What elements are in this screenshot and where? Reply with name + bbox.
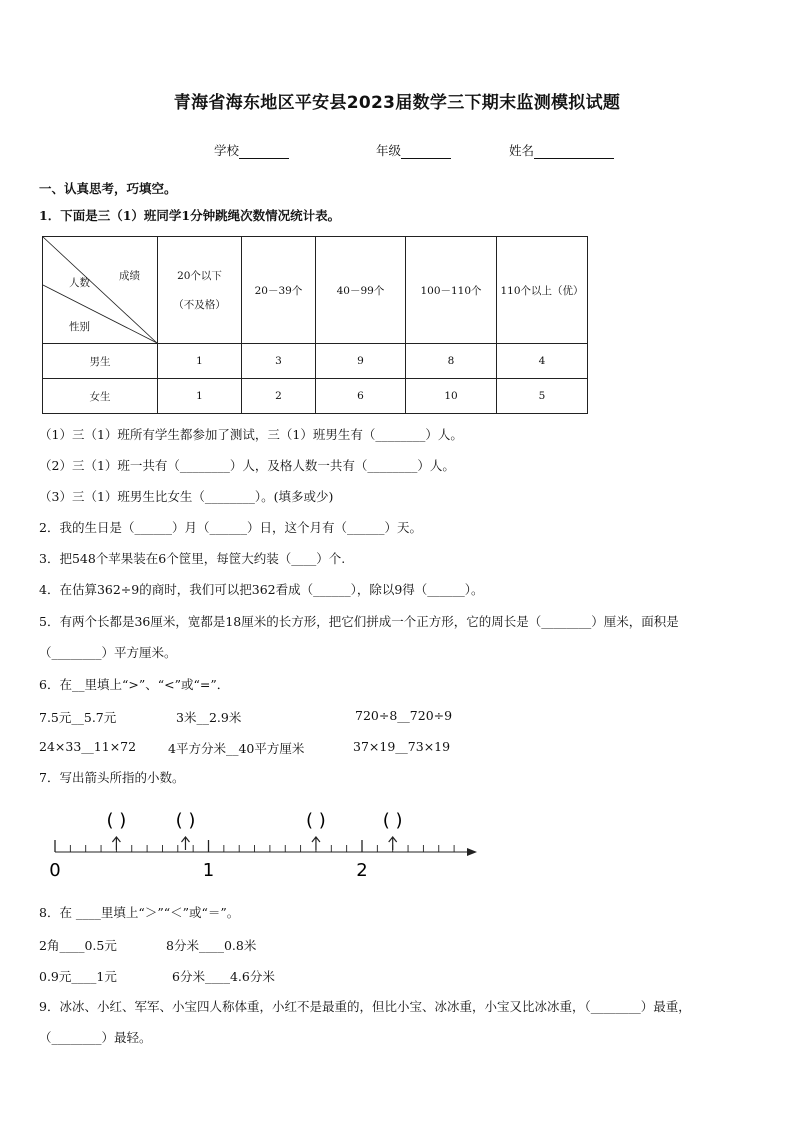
row-label: 女生 (43, 379, 158, 414)
table-row (43, 379, 588, 414)
q8-item: 0.9元____1元 (39, 969, 117, 984)
q8-stem: 8．在 ____里填上“＞”“＜”或“＝”。 (39, 905, 240, 920)
row-label: 男生 (43, 344, 158, 379)
q3-text: 3．把548个苹果装在6个筐里，每筐大约装（____）个. (39, 551, 346, 566)
q6-item: 37×19__73×19 (353, 739, 451, 754)
column-header (406, 237, 497, 344)
number-line-arrows (107, 810, 403, 850)
answer-blank[interactable]: ( ) (382, 810, 403, 831)
column-header-line1: 20－39个 (254, 284, 303, 297)
q8-item: 2角____0.5元 (39, 938, 117, 953)
table-cell: 8 (406, 344, 497, 379)
page-title: 青海省海东地区平安县2023届数学三下期末监测模拟试题 (173, 93, 621, 113)
q8-item: 8分米____0.8米 (166, 938, 257, 953)
pointer-arrow (181, 837, 189, 850)
name-blank[interactable] (534, 145, 614, 159)
pointer-arrow (389, 837, 397, 850)
q6-item: 7.5元__5.7元 (39, 710, 117, 725)
table-cell: 6 (316, 379, 406, 414)
number-line (45, 808, 485, 880)
column-header-line1: 100－110个 (420, 284, 482, 297)
q8-item: 6分米____4.6分米 (172, 969, 275, 984)
table-cell: 1 (158, 344, 242, 379)
number-line-label: 0 (49, 860, 61, 880)
grade-blank[interactable] (401, 145, 451, 159)
table-cell: 5 (497, 379, 588, 414)
column-header-line1: 40－99个 (336, 284, 385, 297)
table-cell: 10 (406, 379, 497, 414)
column-header (242, 237, 316, 344)
column-header (316, 237, 406, 344)
corner-count-label: 人数 (69, 277, 90, 289)
school-field[interactable] (214, 141, 289, 159)
answer-blank[interactable]: ( ) (175, 810, 196, 831)
diagonal-lines (43, 237, 157, 343)
table-row (43, 344, 588, 379)
q6-item: 24×33__11×72 (39, 739, 137, 754)
name-field[interactable] (509, 141, 614, 159)
column-header-line2: （不及格） (173, 299, 226, 311)
q4-text: 4．在估算362÷9的商时，我们可以把362看成（______），除以9得（______）。 (39, 582, 484, 597)
corner-score-label: 成绩 (119, 270, 140, 282)
pointer-arrow (112, 837, 120, 850)
table-cell: 1 (158, 379, 242, 414)
q9-line2: （________）最轻。 (39, 1030, 152, 1045)
number-line-arrowhead (467, 848, 477, 856)
number-line-labels (49, 860, 367, 880)
q1-stem: 1．下面是三（1）班同学1分钟跳绳次数情况统计表。 (39, 208, 341, 223)
q6-item: 720÷8__720÷9 (355, 708, 453, 723)
table-cell: 3 (242, 344, 316, 379)
answer-blank[interactable]: ( ) (306, 810, 326, 831)
q9-line1: 9．冰冰、小红、军军、小宝四人称体重，小红不是最重的，但比小宝、冰冰重，小宝又比冰冰重，（________）最重， (39, 999, 691, 1014)
q6-item: 3米__2.9米 (176, 710, 242, 725)
number-line-ticks (55, 840, 454, 852)
q1-sub2: （2）三（1）班一共有（________）人，及格人数一共有（________）人。 (39, 458, 455, 473)
column-header-line1: 110个以上（优） (500, 284, 584, 297)
table-cell: 9 (316, 344, 406, 379)
q6-item: 4平方分米__40平方厘米 (168, 741, 305, 756)
grade-field[interactable] (376, 141, 451, 159)
table-header-row (43, 237, 588, 344)
column-header-line1: 20个以下 (177, 270, 222, 282)
name-label: 姓名 (509, 143, 535, 158)
q5-line1: 5．有两个长都是36厘米，宽都是18厘米的长方形，把它们拼成一个正方形，它的周长是（________）厘米，面积是 (39, 614, 679, 629)
q2-text: 2．我的生日是（______）月（______）日，这个月有（______）天。 (39, 520, 422, 535)
table-cell: 4 (497, 344, 588, 379)
corner-gender-label: 性别 (69, 321, 90, 333)
q7-stem: 7．写出箭头所指的小数。 (39, 770, 185, 785)
column-header (497, 237, 588, 344)
q5-line2: （________）平方厘米。 (39, 645, 177, 660)
stats-table (42, 236, 588, 414)
q1-sub1: （1）三（1）班所有学生都参加了测试，三（1）班男生有（________）人。 (39, 427, 463, 442)
q6-stem: 6．在__里填上“>”、“<”或“=”． (39, 677, 230, 692)
school-blank[interactable] (239, 145, 289, 159)
school-label: 学校 (214, 143, 240, 158)
q1-sub3: （3）三（1）班男生比女生（________）。(填多或少) (39, 489, 334, 504)
table-corner-cell (43, 237, 158, 344)
number-line-label: 1 (202, 860, 215, 880)
table-cell: 2 (242, 379, 316, 414)
column-header (158, 237, 242, 344)
pointer-arrow (312, 837, 320, 850)
grade-label: 年级 (376, 143, 402, 158)
number-line-label: 2 (356, 860, 368, 880)
section-heading: 一、认真思考，巧填空。 (39, 181, 177, 196)
answer-blank[interactable]: ( ) (106, 810, 127, 831)
